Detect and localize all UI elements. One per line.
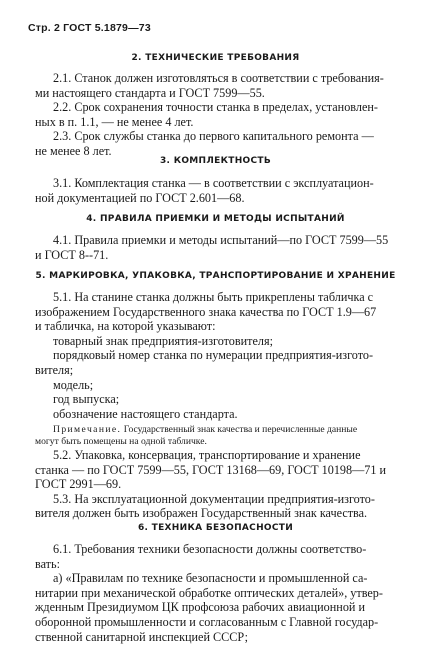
text-line: вителя; bbox=[35, 362, 74, 377]
section-3-body bbox=[35, 176, 397, 205]
text-line: вать: bbox=[35, 556, 60, 571]
text-line: 2.2. Срок сохранения точности станка в пределах, установлен- bbox=[53, 100, 378, 115]
section-title-2: 2. ТЕХНИЧЕСКИЕ ТРЕБОВАНИЯ bbox=[131, 53, 300, 63]
note-label: Примечание. bbox=[53, 424, 122, 435]
text-line: модель; bbox=[53, 377, 94, 392]
text-line: порядковый номер станка по нумерации предприятия-изгото- bbox=[53, 348, 374, 363]
text-line: обозначение настоящего стандарта. bbox=[53, 406, 238, 421]
text-line: ных в п. 1.1, — не менее 4 лет. bbox=[35, 114, 194, 129]
text-line: 6.1. Требования техники безопасности должны соответство- bbox=[53, 542, 367, 556]
text-line: и ГОСТ 8--71. bbox=[35, 247, 109, 262]
note-line bbox=[35, 424, 397, 436]
running-head: Стр. 2 ГОСТ 5.1879—73 bbox=[28, 22, 151, 34]
text-line: 5.3. На эксплуатационной документации предприятия-изгото- bbox=[53, 491, 375, 506]
note bbox=[35, 424, 397, 448]
text-line: 2.3. Срок службы станка до первого капитального ремонта — bbox=[53, 129, 374, 144]
text-line: изображением Государственного знака качества по ГОСТ 1.9—67 bbox=[35, 304, 377, 319]
text-line: и табличка, на которой указывают: bbox=[35, 319, 216, 334]
note-text: Государственный знак качества и перечисленные данные bbox=[121, 424, 358, 435]
section-6-body bbox=[35, 542, 397, 644]
text-line: 2.1. Станок должен изготовляться в соответствии с требования- bbox=[53, 71, 384, 85]
text-line: 4.1. Правила приемки и методы испытаний—по ГОСТ 7599—55 bbox=[53, 233, 389, 247]
text-line: станка — по ГОСТ 7599—55, ГОСТ 13168—69, ГОСТ 10198—71 и bbox=[35, 462, 387, 477]
note-line: могут быть помещены на одной табличке. bbox=[35, 436, 207, 447]
text-line: год выпуска; bbox=[53, 392, 120, 407]
text-line: оборонной промышленности и согласованным с Главной государ- bbox=[35, 614, 379, 629]
text-line: ственной санитарной инспекцией СССР; bbox=[35, 629, 249, 644]
text-line: а) «Правилам по технике безопасности и промышленной са- bbox=[53, 571, 368, 586]
section-5-body-b bbox=[35, 448, 397, 521]
section-4-body bbox=[35, 233, 397, 262]
text-line: вителя должен быть изображен Государственный знак качества. bbox=[35, 506, 368, 521]
section-title-6: 6. ТЕХНИКА БЕЗОПАСНОСТИ bbox=[137, 523, 294, 533]
section-2-body bbox=[35, 71, 397, 159]
text-line: ми настоящего стандарта и ГОСТ 7599—55. bbox=[35, 85, 265, 100]
section-5-body-a bbox=[35, 290, 397, 421]
section-title-3: 3. КОМПЛЕКТНОСТЬ bbox=[159, 156, 271, 166]
section-title-4: 4. ПРАВИЛА ПРИЕМКИ И МЕТОДЫ ИСПЫТАНИЙ bbox=[86, 214, 345, 224]
text-line: ГОСТ 2991—69. bbox=[35, 477, 122, 492]
text-line: нитарии при механической обработке оптических деталей», утвер- bbox=[35, 585, 383, 600]
text-line: 5.2. Упаковка, консервация, транспортирование и хранение bbox=[53, 448, 361, 462]
text-line: ной документацией по ГОСТ 2.601—68. bbox=[35, 190, 245, 205]
section-title-5: 5. МАРКИРОВКА, УПАКОВКА, ТРАНСПОРТИРОВАНИЕ И ХРАНЕНИЕ bbox=[35, 271, 396, 281]
text-line: 3.1. Комплектация станка — в соответствии с эксплуатацион- bbox=[53, 176, 374, 190]
text-line: 5.1. На станине станка должны быть прикреплены табличка с bbox=[53, 290, 374, 304]
text-line: не менее 8 лет. bbox=[35, 143, 112, 158]
text-line: жденным Президиумом ЦК профсоюза рабочих авиационной и bbox=[35, 600, 366, 615]
text-line: товарный знак предприятия-изготовителя; bbox=[53, 333, 273, 348]
